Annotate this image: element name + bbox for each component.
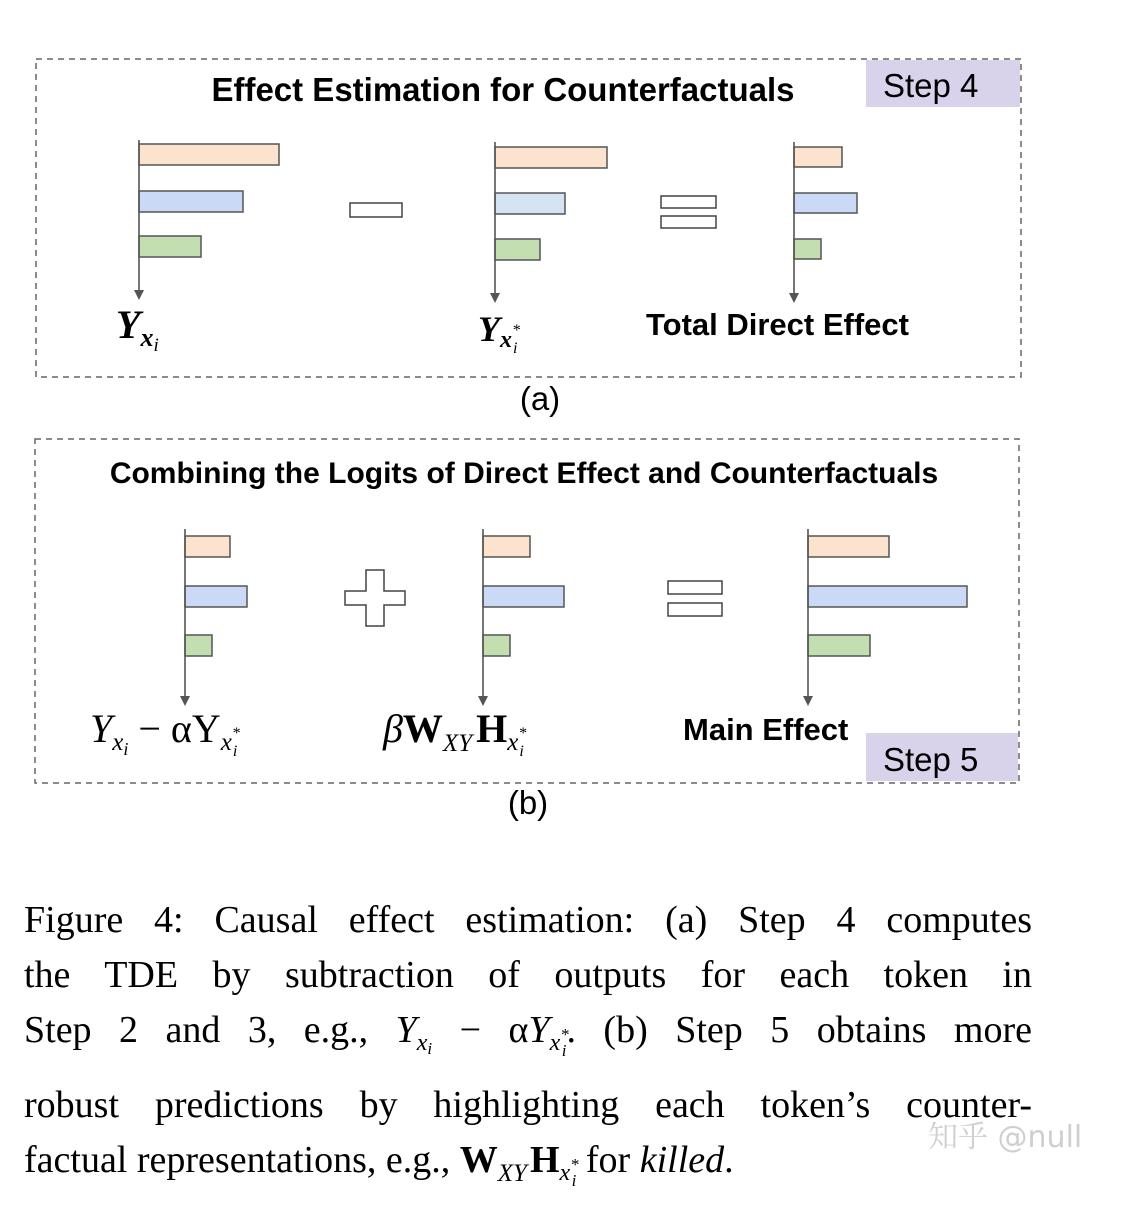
label-yxi: Yxi <box>116 302 159 356</box>
bar-blue <box>794 193 857 213</box>
axis-arrowhead <box>789 293 799 303</box>
panel-a <box>36 59 1021 417</box>
panel-b-caption-label: (b) <box>507 784 549 821</box>
axis-arrowhead <box>803 696 813 706</box>
bar-green <box>808 635 870 656</box>
bar-orange <box>495 147 607 168</box>
bar-green <box>794 239 821 259</box>
panel-a-step-label: Step 4 <box>883 67 979 104</box>
bar-orange <box>139 144 279 165</box>
bar-group-counterfactual <box>478 529 564 706</box>
caption-line-3: Step 2 and 3, e.g., $Y_{xi} - \alpha Y_{x^*_i}$. (b) Step 5 obtains more <box>24 1009 1033 1060</box>
bar-blue <box>808 586 967 607</box>
axis-arrowhead <box>134 290 144 300</box>
label-yxistar: Yx* i <box>478 309 520 357</box>
axis-arrowhead <box>180 696 190 706</box>
label-combined-expr: Yxi − αYx* i <box>90 706 240 760</box>
label-counterfactual-expr: βWXY Hx* i <box>383 706 527 760</box>
bar-blue <box>185 586 247 607</box>
axis-arrowhead <box>490 293 500 303</box>
label-main-effect: Main Effect <box>683 712 849 747</box>
bar-group-main <box>803 529 967 706</box>
bar-group-tde <box>789 142 857 303</box>
bar-group-combined <box>180 529 247 706</box>
bar-group-yxi <box>134 140 279 300</box>
equals-sign-a <box>661 196 716 228</box>
bar-blue <box>139 191 243 212</box>
label-total-direct-effect: Total Direct Effect <box>646 307 909 342</box>
plus-sign <box>345 570 405 626</box>
figure-caption <box>24 893 1032 1208</box>
bar-green <box>483 635 510 656</box>
bar-orange <box>808 536 889 557</box>
minus-sign <box>350 203 402 217</box>
bar-green <box>185 635 212 656</box>
panel-b-step-label: Step 5 <box>883 741 979 778</box>
bar-blue <box>483 586 564 607</box>
axis-arrowhead <box>478 696 488 706</box>
caption-line-4: robust predictions by highlighting each token’s counter- <box>24 1084 1032 1126</box>
panel-b <box>35 439 1019 821</box>
bar-orange <box>185 536 230 557</box>
bar-green <box>139 236 201 257</box>
bar-orange <box>483 536 530 557</box>
panel-a-title: Effect Estimation for Counterfactuals <box>211 71 795 108</box>
caption-line-5: factual representations, e.g., $W_{XY}H_{x^*_i}$ for killed. <box>24 1139 734 1190</box>
caption-line-1: Figure 4: Causal effect estimation: (a) Step 4 computes <box>24 899 1032 941</box>
caption-line-2: the TDE by subtraction of outputs for each token in <box>24 954 1032 996</box>
equals-sign-b <box>668 581 722 616</box>
bar-group-yxistar <box>490 142 607 303</box>
bar-orange <box>794 147 842 167</box>
bar-blue <box>495 193 565 214</box>
watermark-text: 知乎 @null <box>928 1120 1083 1155</box>
panel-b-title: Combining the Logits of Direct Effect and Counterfactuals <box>109 457 939 490</box>
panel-a-caption-label: (a) <box>519 380 561 417</box>
bar-green <box>495 239 540 260</box>
